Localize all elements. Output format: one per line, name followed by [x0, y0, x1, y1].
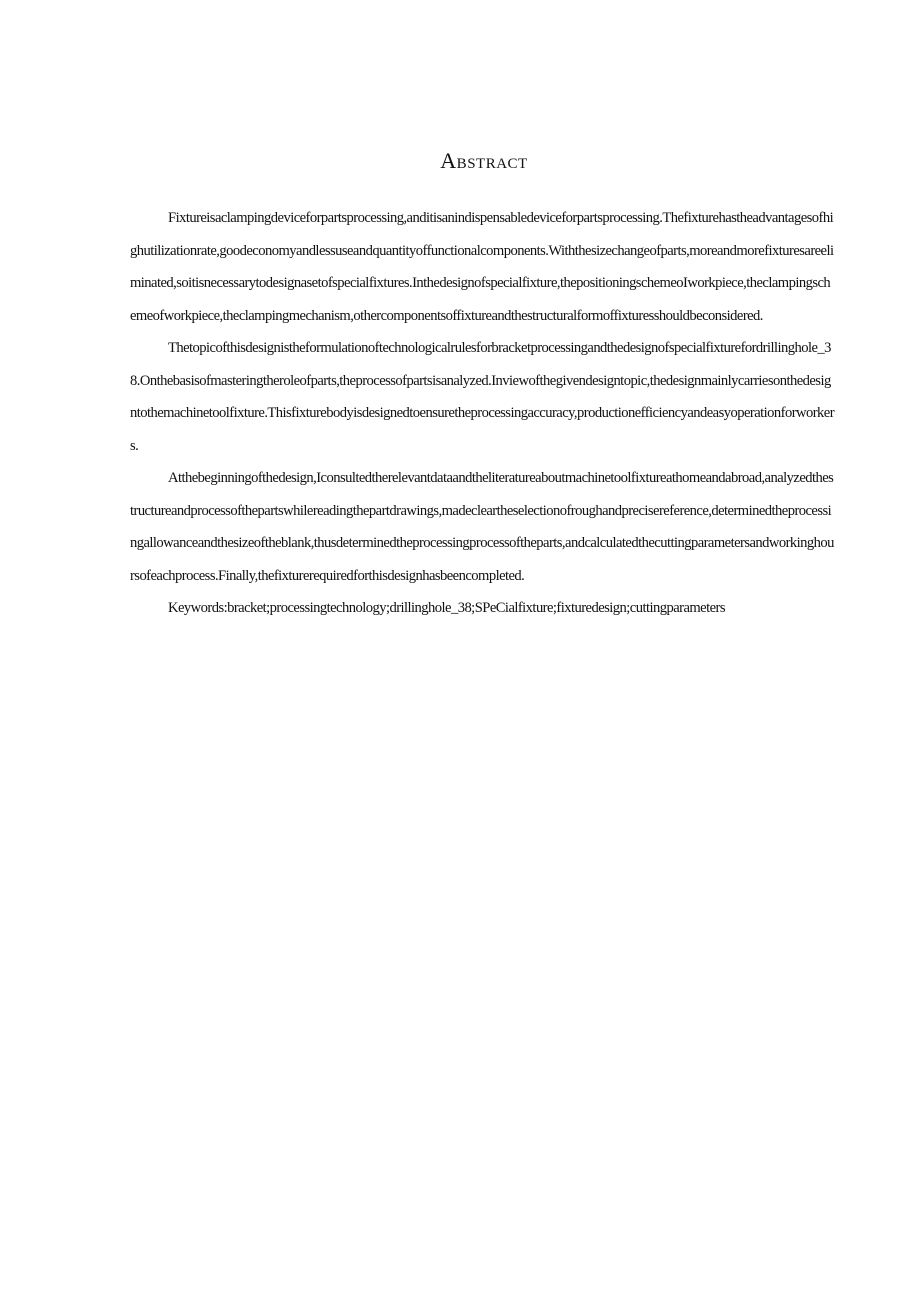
abstract-paragraph-2: Thetopicofthisdesignistheformulationoftechnologicalrulesforbracketprocessingandthedesignofspecialfixturefordrillinghole_38.Onthebasisofmasteringtheroleofparts,theprocessofpartsisanalyzed.Inviewofthegivendesigntopic,thedesignmainlycarriesonthedesigntothemachinetoolfixture.Thisfixturebodyisdesignedtoensuretheprocessingaccuracy,productionefficiencyandeasyoperationforworkers. — [130, 340, 835, 454]
keywords-paragraph: Keywords:bracket;processingtechnology;drillinghole_38;SPeCialfixture;fixturedesign;cuttingparameters — [168, 600, 725, 616]
abstract-body — [130, 202, 835, 625]
abstract-title: Abstract — [440, 148, 528, 173]
abstract-paragraph-1: Fixtureisaclampingdeviceforpartsprocessing,anditisanindispensabledeviceforpartsprocessing.Thefixturehastheadvantagesofhighutilizationrate,goodeconomyandlessuseandquantityoffunctionalcomponents.Withthesizechangeofparts,moreandmorefixturesareeliminated,soitisnecessarytodesignasetofspecialfixtures.Inthedesignofspecialfixture,thepositioningschemeoIworkpiece,theclampingschemeofworkpiece,theclampingmechanism,othercomponentsoffixtureandthestructuralformoffixturesshouldbeconsidered. — [130, 210, 834, 324]
abstract-paragraph-3: Atthebeginningofthedesign,Iconsultedtherelevantdataandtheliteratureaboutmachinetoolfixtureathomeandabroad,analyzedthestructureandprocessofthepartswhilereadingthepartdrawings,madecleartheselectionofroughandprecisereference,determinedtheprocessingallowanceandthesizeoftheblank,thusdeterminedtheprocessingprocessoftheparts,andcalculatedthecuttingparametersandworkinghoursofeachprocess.Finally,thefixturerequiredforthisdesignhasbeencompleted. — [130, 470, 834, 584]
